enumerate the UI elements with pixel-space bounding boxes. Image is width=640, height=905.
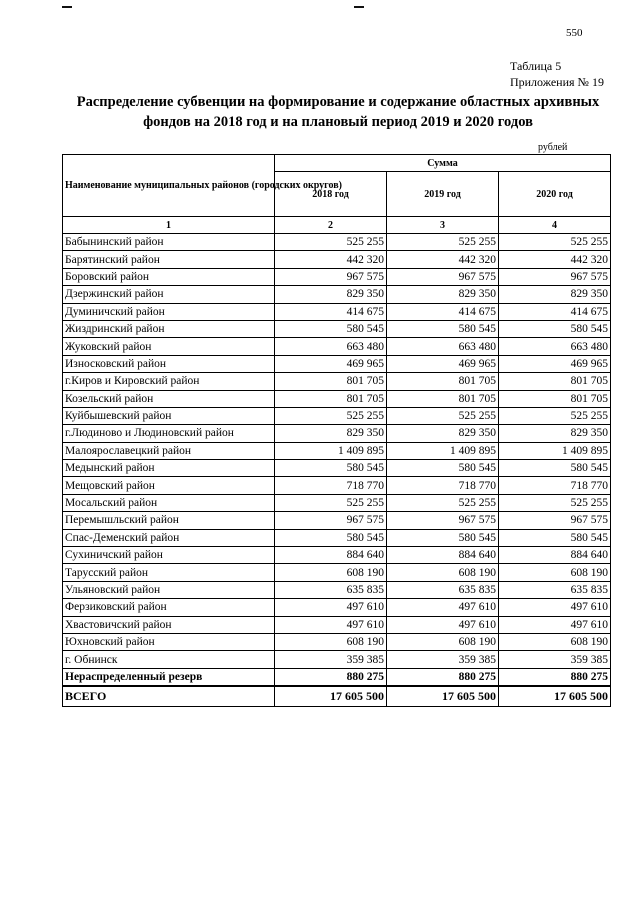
- value-2018-cell: 884 640: [275, 547, 387, 564]
- header-year-2020: 2020 год: [499, 172, 611, 217]
- document-title: Распределение субвенции на формирование и содержание областных архивных фондов на 2018 год и на плановый период 2019 и 2020 годов: [76, 94, 600, 130]
- row-name-cell: Ферзиковский район: [63, 599, 275, 616]
- row-name-cell: Спас-Деменский район: [63, 529, 275, 546]
- table-row: [63, 390, 611, 407]
- table-body: [63, 234, 611, 707]
- value-2018-cell: 580 545: [275, 460, 387, 477]
- table-row: [63, 268, 611, 285]
- header-name: Наименование муниципальных районов (городских округов): [63, 155, 275, 217]
- value-2018-cell: 525 255: [275, 494, 387, 511]
- value-2018-cell: 801 705: [275, 390, 387, 407]
- table-row: [63, 581, 611, 598]
- value-2019-cell: 967 575: [387, 268, 499, 285]
- value-2018-cell: 608 190: [275, 564, 387, 581]
- value-2020-cell: 17 605 500: [499, 686, 611, 707]
- row-name-cell: Куйбышевский район: [63, 407, 275, 424]
- value-2019-cell: 608 190: [387, 633, 499, 650]
- value-2019-cell: 580 545: [387, 529, 499, 546]
- value-2018-cell: 497 610: [275, 599, 387, 616]
- table-row: [63, 564, 611, 581]
- row-name-cell: Юхновский район: [63, 633, 275, 650]
- value-2020-cell: 608 190: [499, 564, 611, 581]
- value-2019-cell: 414 675: [387, 303, 499, 320]
- value-2019-cell: 497 610: [387, 599, 499, 616]
- value-2020-cell: 414 675: [499, 303, 611, 320]
- row-name-cell: г. Обнинск: [63, 651, 275, 668]
- table-row: [63, 460, 611, 477]
- table-row: [63, 355, 611, 372]
- table-row: [63, 407, 611, 424]
- table-row: [63, 338, 611, 355]
- value-2020-cell: 497 610: [499, 616, 611, 633]
- value-2020-cell: 580 545: [499, 460, 611, 477]
- value-2020-cell: 580 545: [499, 529, 611, 546]
- value-2020-cell: 829 350: [499, 286, 611, 303]
- value-2020-cell: 801 705: [499, 373, 611, 390]
- value-2018-cell: 580 545: [275, 320, 387, 337]
- header-year-2018: 2018 год: [275, 172, 387, 217]
- value-2018-cell: 967 575: [275, 268, 387, 285]
- value-2019-cell: 525 255: [387, 494, 499, 511]
- row-name-cell: г.Киров и Кировский район: [63, 373, 275, 390]
- header-row-1: [63, 155, 611, 172]
- reserve-row: [63, 668, 611, 686]
- value-2019-cell: 17 605 500: [387, 686, 499, 707]
- value-2019-cell: 663 480: [387, 338, 499, 355]
- value-2019-cell: 608 190: [387, 564, 499, 581]
- row-name-cell: Думиничский район: [63, 303, 275, 320]
- header-year-2019: 2019 год: [387, 172, 499, 217]
- value-2020-cell: 469 965: [499, 355, 611, 372]
- value-2019-cell: 880 275: [387, 668, 499, 686]
- table-row: [63, 599, 611, 616]
- value-2019-cell: 580 545: [387, 460, 499, 477]
- value-2020-cell: 497 610: [499, 599, 611, 616]
- value-2020-cell: 663 480: [499, 338, 611, 355]
- value-2018-cell: 829 350: [275, 286, 387, 303]
- row-name-cell: Износковский район: [63, 355, 275, 372]
- value-2018-cell: 414 675: [275, 303, 387, 320]
- value-2018-cell: 967 575: [275, 512, 387, 529]
- value-2020-cell: 829 350: [499, 425, 611, 442]
- row-name-cell: Жиздринский район: [63, 320, 275, 337]
- table-ref-line1: Таблица 5: [509, 59, 562, 73]
- col-number-2: 2: [275, 217, 387, 234]
- value-2019-cell: 718 770: [387, 477, 499, 494]
- header-sum: Сумма: [275, 155, 611, 172]
- value-2020-cell: 525 255: [499, 234, 611, 251]
- value-2019-cell: 497 610: [387, 616, 499, 633]
- row-name-cell: Ульяновский район: [63, 581, 275, 598]
- value-2020-cell: 718 770: [499, 477, 611, 494]
- value-2019-cell: 442 320: [387, 251, 499, 268]
- table-row: [63, 512, 611, 529]
- table-row: [63, 477, 611, 494]
- table-row: [63, 234, 611, 251]
- value-2018-cell: 663 480: [275, 338, 387, 355]
- table-row: [63, 651, 611, 668]
- row-name-cell: Мосальский район: [63, 494, 275, 511]
- table-row: [63, 616, 611, 633]
- table-row: [63, 633, 611, 650]
- value-2020-cell: 967 575: [499, 268, 611, 285]
- value-2019-cell: 884 640: [387, 547, 499, 564]
- value-2020-cell: 525 255: [499, 407, 611, 424]
- value-2019-cell: 967 575: [387, 512, 499, 529]
- table-row: [63, 529, 611, 546]
- row-name-cell: Козельский район: [63, 390, 275, 407]
- value-2020-cell: 359 385: [499, 651, 611, 668]
- value-2019-cell: 580 545: [387, 320, 499, 337]
- value-2018-cell: 359 385: [275, 651, 387, 668]
- value-2020-cell: 801 705: [499, 390, 611, 407]
- row-name-cell: Барятинский район: [63, 251, 275, 268]
- value-2019-cell: 829 350: [387, 425, 499, 442]
- value-2018-cell: 525 255: [275, 234, 387, 251]
- value-2019-cell: 635 835: [387, 581, 499, 598]
- value-2019-cell: 1 409 895: [387, 442, 499, 459]
- table-row: [63, 320, 611, 337]
- value-2018-cell: 635 835: [275, 581, 387, 598]
- table-row: [63, 547, 611, 564]
- value-2018-cell: 801 705: [275, 373, 387, 390]
- value-2020-cell: 880 275: [499, 668, 611, 686]
- value-2019-cell: 801 705: [387, 390, 499, 407]
- table-row: [63, 442, 611, 459]
- value-2018-cell: 829 350: [275, 425, 387, 442]
- value-2018-cell: 608 190: [275, 633, 387, 650]
- value-2019-cell: 525 255: [387, 234, 499, 251]
- total-row: [63, 686, 611, 707]
- scan-mark-left: [62, 6, 72, 8]
- col-number-3: 3: [387, 217, 499, 234]
- value-2020-cell: 1 409 895: [499, 442, 611, 459]
- value-2020-cell: 608 190: [499, 633, 611, 650]
- column-number-row: [63, 217, 611, 234]
- page-number: 550: [566, 27, 583, 39]
- value-2018-cell: 525 255: [275, 407, 387, 424]
- scan-mark-center: [354, 6, 364, 8]
- value-2019-cell: 829 350: [387, 286, 499, 303]
- value-2018-cell: 718 770: [275, 477, 387, 494]
- row-name-cell: Дзержинский район: [63, 286, 275, 303]
- row-name-cell: Медынский район: [63, 460, 275, 477]
- value-2018-cell: 1 409 895: [275, 442, 387, 459]
- table-row: [63, 251, 611, 268]
- row-name-cell: Хвастовичский район: [63, 616, 275, 633]
- row-name-cell: ВСЕГО: [63, 686, 275, 707]
- table-row: [63, 494, 611, 511]
- value-2018-cell: 880 275: [275, 668, 387, 686]
- value-2020-cell: 635 835: [499, 581, 611, 598]
- row-name-cell: Нераспределенный резерв: [63, 668, 275, 686]
- table-reference: [510, 58, 604, 90]
- value-2020-cell: 525 255: [499, 494, 611, 511]
- table-row: [63, 286, 611, 303]
- value-2019-cell: 525 255: [387, 407, 499, 424]
- table-row: [63, 425, 611, 442]
- value-2018-cell: 497 610: [275, 616, 387, 633]
- row-name-cell: Боровский район: [63, 268, 275, 285]
- row-name-cell: Перемышльский район: [63, 512, 275, 529]
- value-2018-cell: 469 965: [275, 355, 387, 372]
- row-name-cell: Мещовский район: [63, 477, 275, 494]
- value-2019-cell: 359 385: [387, 651, 499, 668]
- value-2018-cell: 17 605 500: [275, 686, 387, 707]
- row-name-cell: Малоярославецкий район: [63, 442, 275, 459]
- table-row: [63, 303, 611, 320]
- row-name-cell: Тарусский район: [63, 564, 275, 581]
- value-2019-cell: 801 705: [387, 373, 499, 390]
- table-ref-line2: Приложения № 19: [509, 75, 604, 89]
- row-name-cell: Сухиничский район: [63, 547, 275, 564]
- value-2020-cell: 884 640: [499, 547, 611, 564]
- value-2020-cell: 967 575: [499, 512, 611, 529]
- row-name-cell: Жуковский район: [63, 338, 275, 355]
- col-number-4: 4: [499, 217, 611, 234]
- subvention-table: [62, 154, 611, 707]
- value-2020-cell: 442 320: [499, 251, 611, 268]
- value-2019-cell: 469 965: [387, 355, 499, 372]
- row-name-cell: Бабынинский район: [63, 234, 275, 251]
- value-2018-cell: 442 320: [275, 251, 387, 268]
- unit-label: рублей: [538, 142, 568, 153]
- value-2018-cell: 580 545: [275, 529, 387, 546]
- row-name-cell: г.Людиново и Людиновский район: [63, 425, 275, 442]
- col-number-1: 1: [63, 217, 275, 234]
- table-row: [63, 373, 611, 390]
- value-2020-cell: 580 545: [499, 320, 611, 337]
